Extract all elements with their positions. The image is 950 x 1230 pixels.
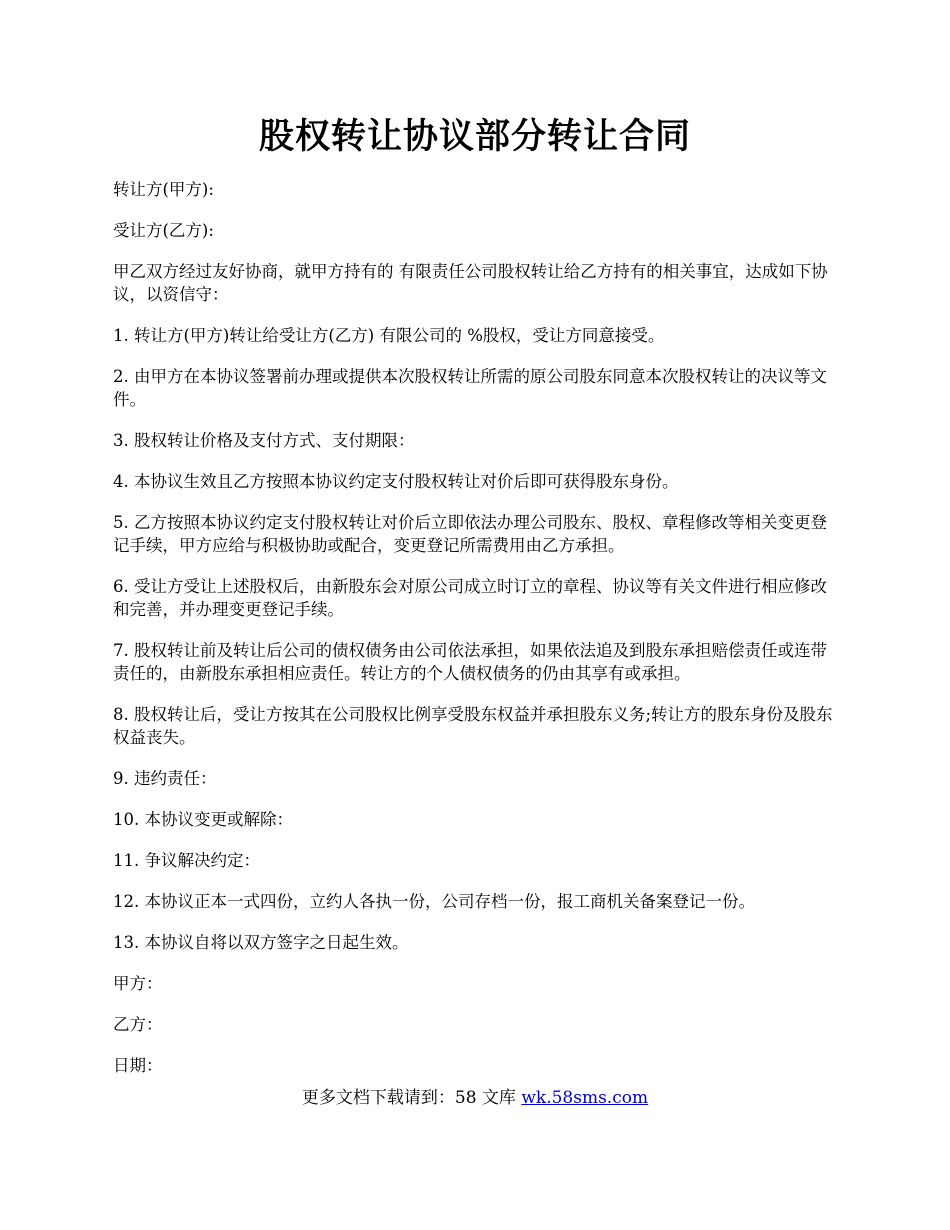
clause-5: 5. 乙方按照本协议约定支付股权转让对价后立即依法办理公司股东、股权、章程修改等相关变更登记手续，甲方应给与积极协助或配合，变更登记所需费用由乙方承担。 <box>113 513 827 555</box>
clause-13: 13. 本协议自将以双方签字之日起生效。 <box>113 933 409 952</box>
clause-9: 9. 违约责任： <box>113 769 217 788</box>
clause-4: 4. 本协议生效且乙方按照本协议约定支付股权转让对价后即可获得股东身份。 <box>113 472 679 491</box>
clause-6: 6. 受让方受让上述股权后，由新股东会对原公司成立时订立的章程、协议等有关文件进行相应修改和完善，并办理变更登记手续。 <box>113 577 827 619</box>
document-title: 股权转让协议部分转让合同 <box>258 116 691 157</box>
clause-8: 8. 股权转让后，受让方按其在公司股权比例享受股东权益并承担股东义务;转让方的股东身份及股东权益丧失。 <box>113 705 833 747</box>
clause-7: 7. 股权转让前及转让后公司的债权债务由公司依法承担，如果依法追及到股东承担赔偿责任或连带责任的，由新股东承担相应责任。转让方的个人债权债务的仍由其享有或承担。 <box>113 641 827 683</box>
document-body <box>113 178 843 1095</box>
preamble-paragraph: 甲乙双方经过友好协商，就甲方持有的 有限责任公司股权转让给乙方持有的相关事宜，达成如下协议，以资信守： <box>113 262 828 304</box>
signature-party-b: 乙方： <box>113 1015 163 1034</box>
footer <box>0 1086 950 1110</box>
footer-link[interactable]: wk.58sms.com <box>521 1088 649 1108</box>
footer-text: 更多文档下载请到：58 文库 <box>301 1088 522 1108</box>
signature-date: 日期： <box>113 1056 163 1075</box>
clause-3: 3. 股权转让价格及支付方式、支付期限： <box>113 431 415 450</box>
clause-10: 10. 本协议变更或解除： <box>113 810 293 829</box>
clause-11: 11. 争议解决约定： <box>113 851 260 870</box>
clause-12: 12. 本协议正本一式四份，立约人各执一份，公司存档一份，报工商机关备案登记一份。 <box>113 892 755 911</box>
signature-party-a: 甲方： <box>113 974 163 993</box>
party-b-line: 受让方(乙方): <box>113 221 214 240</box>
party-a-line: 转让方(甲方): <box>113 180 214 199</box>
clause-1: 1. 转让方(甲方)转让给受让方(乙方) 有限公司的 %股权，受让方同意接受。 <box>113 326 665 345</box>
clause-2: 2. 由甲方在本协议签署前办理或提供本次股权转让所需的原公司股东同意本次股权转让的决议等文件。 <box>113 367 827 409</box>
